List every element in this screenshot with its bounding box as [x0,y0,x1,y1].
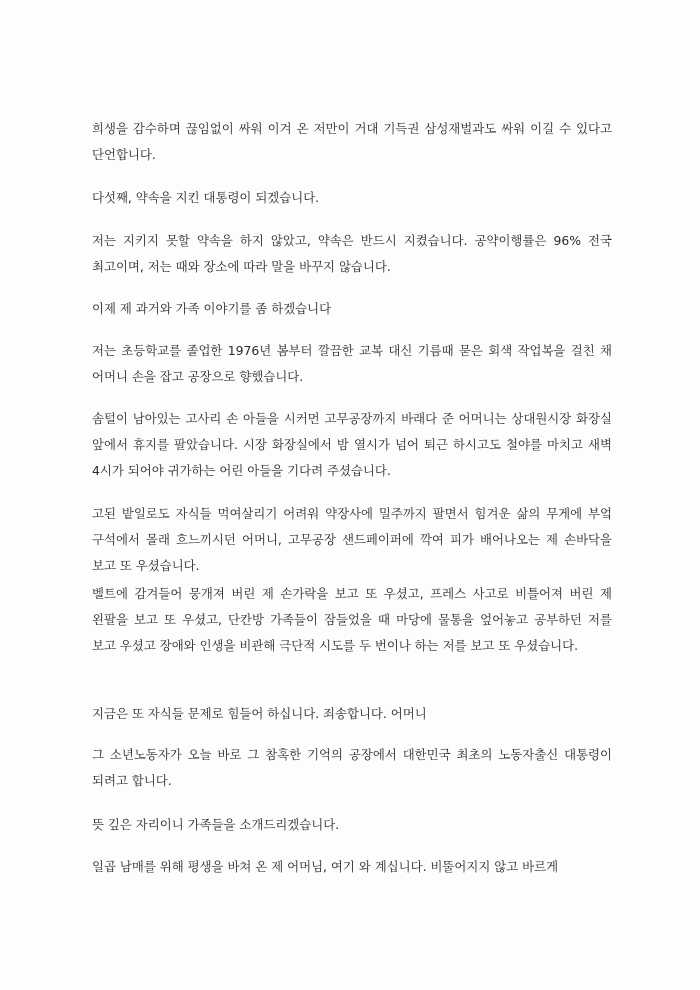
paragraph-1: 희생을 감수하며 끊임없이 싸워 이겨 온 저만이 거대 기득권 삼성재벌과도 싸워 이길 수 있다고 단언합니다. [92,121,612,162]
paragraph-11: 뜻 깊은 자리이니 가족들을 소개드리겠습니다. [92,817,340,832]
paragraph-9: 지금은 또 자식들 문제로 힘들어 하십니다. 죄송합니다. 어머니 [92,706,427,721]
paragraph-12: 일곱 남매를 위해 평생을 바쳐 온 제 어머님, 여기 와 계십니다. 비뚤어지지 않고 바르게 [92,859,559,874]
paragraph-4: 이제 제 과거와 가족 이야기를 좀 하겠습니다 [92,301,332,316]
paragraph-6: 솜털이 남아있는 고사리 손 아들을 시커먼 고무공장까지 바래다 준 어머니는 상대원시장 화장실 앞에서 휴지를 팔았습니다. 시장 화장실에서 밤 열시가 넘어 퇴근 하시고도 철야를 마치고 새벽 4시가 되어야 귀가하는 어린 아들을 기다려 주셨습니다. [92,411,612,478]
paragraph-2: 다섯째, 약속을 지킨 대통령이 되겠습니다. [92,190,320,205]
paragraph-10: 그 소년노동자가 오늘 바로 그 참혹한 기억의 공장에서 대한민국 최초의 노동자출신 대통령이 되려고 합니다. [92,747,612,788]
paragraph-3: 저는 지키지 못할 약속을 하지 않았고, 약속은 반드시 지켰습니다. 공약이행률은 96% 전국 최고이며, 저는 때와 장소에 따라 말을 바꾸지 않습니다. [92,233,612,274]
paragraph-7: 고된 밭일로도 자식들 먹여살리기 어려워 약장사에 밀주까지 팔면서 힘겨운 삶의 무게에 부엌 구석에서 몰래 흐느끼시던 어머니, 고무공장 샌드페이퍼에 깍여 피가 배어나오는 제 손바닥을 보고 또 우셨습니다. [92,506,612,573]
paragraph-5: 저는 초등학교를 졸업한 1976년 봄부터 깔끔한 교복 대신 기름때 묻은 회색 작업복을 걸친 채 어머니 손을 잡고 공장으로 향했습니다. [92,343,612,384]
paragraph-8: 벨트에 감겨들어 뭉개져 버린 제 손가락을 보고 또 우셨고, 프레스 사고로 비틀어져 버린 제 왼팔을 보고 또 우셨고, 단칸방 가족들이 잠들었을 때 마당에 물통을 엎어놓고 공부하던 저를 보고 우셨고 장애와 인생을 비관해 극단적 시도를 두 번이나 하는 저를 보고 또 우셨습니다. [92,586,612,653]
